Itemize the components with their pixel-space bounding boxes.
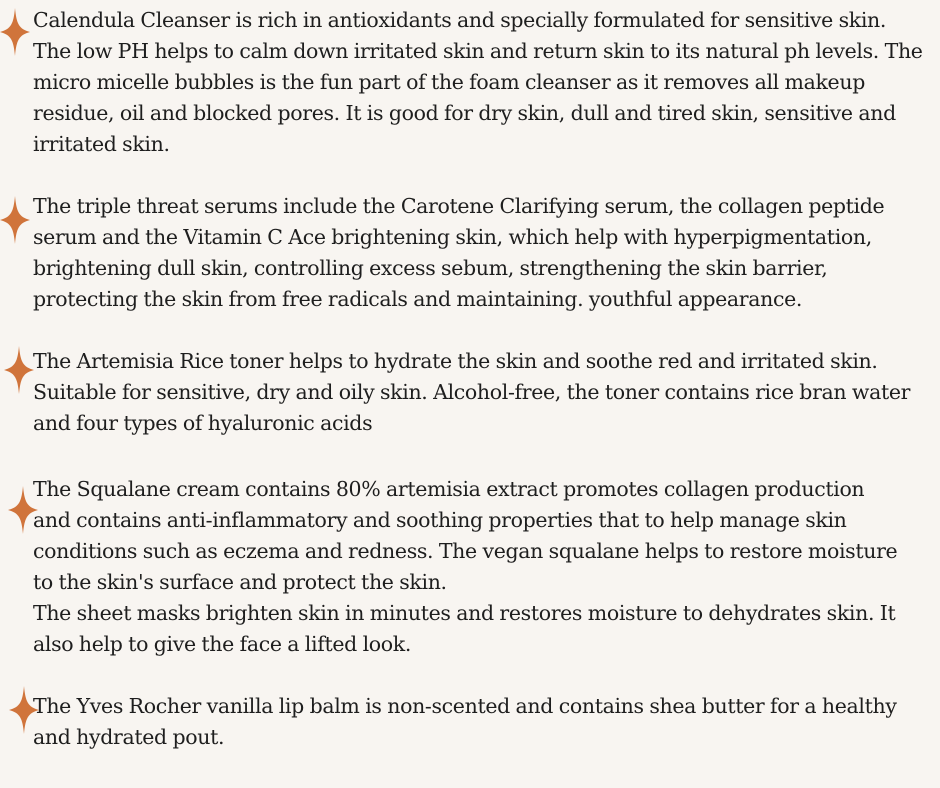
paragraph-line: micro micelle bubbles is the fun part of the foam cleanser as it removes all makeup: [33, 70, 865, 94]
sparkle-icon: [0, 196, 30, 244]
paragraph-line: Calendula Cleanser is rich in antioxidants and specially formulated for sensitive skin.: [33, 8, 887, 32]
paragraph-line: and contains anti-inflammatory and soothing properties that to help manage skin: [33, 508, 847, 532]
paragraph-line: and hydrated pout.: [33, 725, 225, 749]
paragraph-line: The sheet masks brighten skin in minutes and restores moisture to dehydrates skin. It: [33, 601, 896, 625]
paragraph-line: irritated skin.: [33, 132, 170, 156]
squalane-cream-paragraph: [33, 474, 923, 660]
paragraph-line: The triple threat serums include the Carotene Clarifying serum, the collagen peptide: [33, 194, 885, 218]
paragraph-line: and four types of hyaluronic acids: [33, 411, 373, 435]
artemisia-rice-toner-paragraph: [33, 346, 923, 439]
paragraph-line: protecting the skin from free radicals and maintaining. youthful appearance.: [33, 287, 803, 311]
triple-threat-serums-paragraph: [33, 191, 923, 315]
paragraph-line: The low PH helps to calm down irritated skin and return skin to its natural ph levels. The: [33, 39, 923, 63]
lip-balm-paragraph: [33, 691, 923, 753]
paragraph-line: residue, oil and blocked pores. It is good for dry skin, dull and tired skin, sensitive and: [33, 101, 896, 125]
paragraph-line: conditions such as eczema and redness. The vegan squalane helps to restore moisture: [33, 539, 898, 563]
paragraph-line: brightening dull skin, controlling excess sebum, strengthening the skin barrier,: [33, 256, 828, 280]
sparkle-icon: [4, 346, 34, 394]
paragraph-line: serum and the Vitamin C Ace brightening skin, which help with hyperpigmentation,: [33, 225, 872, 249]
paragraph-line: Suitable for sensitive, dry and oily skin. Alcohol-free, the toner contains rice bran water: [33, 380, 911, 404]
paragraph-line: The Artemisia Rice toner helps to hydrate the skin and soothe red and irritated skin.: [33, 349, 878, 373]
paragraph-line: The Yves Rocher vanilla lip balm is non-scented and contains shea butter for a healthy: [33, 694, 897, 718]
paragraph-line: also help to give the face a lifted look.: [33, 632, 411, 656]
paragraph-line: The Squalane cream contains 80% artemisia extract promotes collagen production: [33, 477, 865, 501]
paragraph-line: to the skin's surface and protect the skin.: [33, 570, 447, 594]
sparkle-icon: [0, 8, 30, 56]
calendula-cleanser-paragraph: [33, 5, 923, 160]
